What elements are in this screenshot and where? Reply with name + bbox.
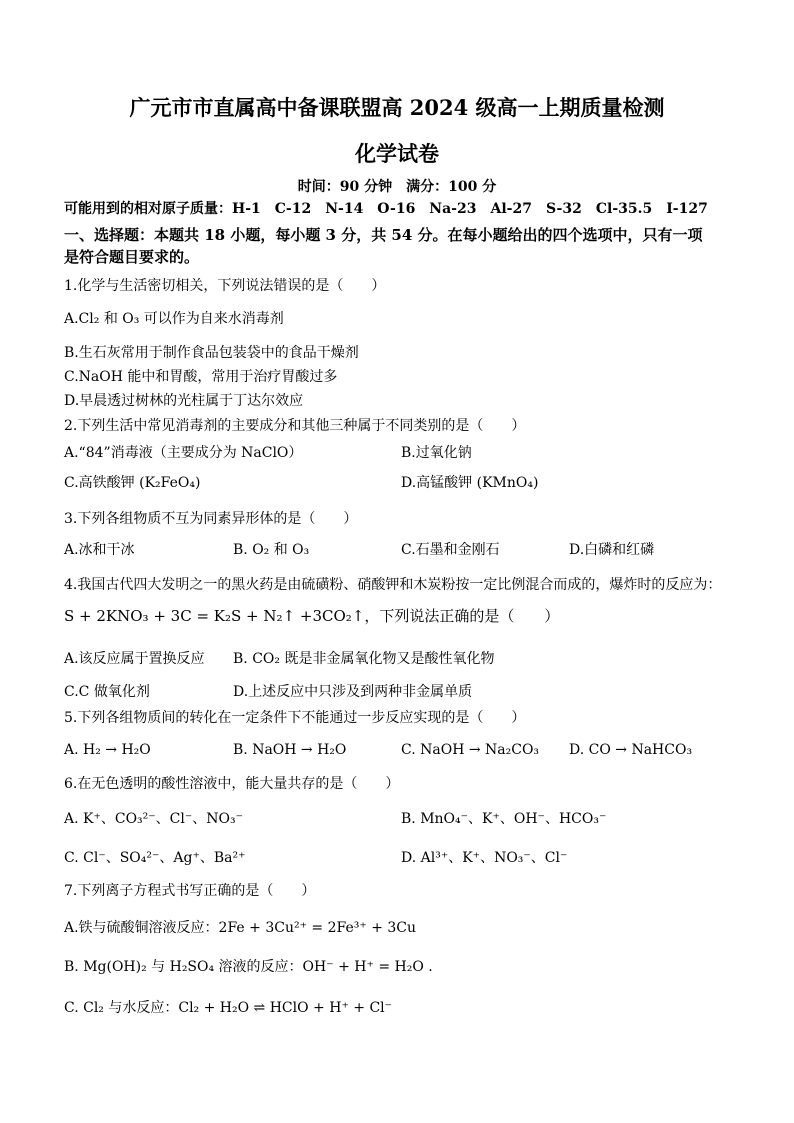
question-1-option-d: D.早晨透过树林的光柱属于丁达尔效应: [64, 393, 304, 409]
question-4-option-b: B. CO₂ 既是非金属氧化物又是酸性氧化物: [233, 651, 495, 667]
question-7-option-b: B. Mg(OH)₂ 与 H₂SO₄ 溶液的反应：OH⁻ + H⁺ = H₂O .: [64, 959, 433, 975]
exam-title: 广元市市直属高中备课联盟高 2024 级高一上期质量检测: [129, 95, 665, 120]
question-6-option-d: D. Al³⁺、K⁺、NO₃⁻、Cl⁻: [401, 850, 568, 866]
question-6-option-c: C. Cl⁻、SO₄²⁻、Ag⁺、Ba²⁺: [64, 850, 246, 866]
question-3-option-c: C.石墨和金刚石: [401, 542, 500, 558]
question-6-option-a: A. K⁺、CO₃²⁻、Cl⁻、NO₃⁻: [64, 811, 243, 827]
question-4-option-d: D.上述反应中只涉及到两种非金属单质: [233, 684, 473, 700]
question-4-equation: S + 2KNO₃ + 3C = K₂S + N₂↑ +3CO₂↑，下列说法正确的是（ ）: [64, 607, 560, 625]
question-5-option-a: A. H₂ → H₂O: [64, 742, 151, 758]
question-4-stem: 4.我国古代四大发明之一的黑火药是由硫磺粉、硝酸钾和木炭粉按一定比例混合而成的，爆炸时的反应为：: [64, 577, 722, 593]
question-3-option-a: A.冰和干冰: [64, 542, 135, 558]
question-5-stem: 5.下列各组物质间的转化在一定条件下不能通过一步反应实现的是（ ）: [64, 710, 526, 726]
exam-subtitle: 化学试卷: [355, 141, 439, 166]
question-6-option-b: B. MnO₄⁻、K⁺、OH⁻、HCO₃⁻: [401, 811, 607, 827]
question-7-option-a: A.铁与硫酸铜溶液反应：2Fe + 3Cu²⁺ = 2Fe³⁺ + 3Cu: [64, 920, 417, 936]
question-3-stem: 3.下列各组物质不互为同素异形体的是（ ）: [64, 511, 358, 527]
question-2-option-c: C.高铁酸钾 (K₂FeO₄): [64, 475, 201, 491]
section-heading-cont: 是符合题目要求的。: [64, 248, 200, 266]
question-1-option-a: A.Cl₂ 和 O₃ 可以作为自来水消毒剂: [64, 311, 284, 327]
question-7-option-c: C. Cl₂ 与水反应：Cl₂ + H₂O ⇌ HClO + H⁺ + Cl⁻: [64, 1000, 393, 1016]
question-4-option-a: A.该反应属于置换反应: [64, 651, 205, 667]
question-2-option-a: A.“84”消毒液（主要成分为 NaClO）: [64, 445, 303, 461]
question-1-option-b: B.生石灰常用于制作食品包装袋中的食品干燥剂: [64, 345, 359, 361]
question-2-stem: 2.下列生活中常见消毒剂的主要成分和其他三种属于不同类别的是（ ）: [64, 418, 526, 434]
section-heading: 一、选择题：本题共 18 小题，每小题 3 分，共 54 分。在每小题给出的四个选项中，只有一项: [64, 226, 703, 244]
question-5-option-b: B. NaOH → H₂O: [233, 742, 347, 758]
question-1-option-c: C.NaOH 能中和胃酸，常用于治疗胃酸过多: [64, 369, 338, 385]
question-6-stem: 6.在无色透明的酸性溶液中，能大量共存的是（ ）: [64, 776, 400, 792]
exam-time-info: 时间：90 分钟 满分：100 分: [297, 179, 497, 195]
atomic-masses: 可能用到的相对原子质量：H-1 C-12 N-14 O-16 Na-23 Al-27 S-32 Cl-35.5 I-127: [64, 201, 708, 217]
question-3-option-b: B. O₂ 和 O₃: [233, 542, 310, 558]
question-2-option-b: B.过氧化钠: [401, 445, 472, 461]
question-3-option-d: D.白磷和红磷: [569, 542, 655, 558]
question-4-option-c: C.C 做氧化剂: [64, 684, 150, 700]
question-5-option-d: D. CO → NaHCO₃: [569, 742, 693, 758]
question-1-stem: 1.化学与生活密切相关，下列说法错误的是（ ）: [64, 278, 386, 294]
question-2-option-d: D.高锰酸钾 (KMnO₄): [401, 475, 539, 491]
question-5-option-c: C. NaOH → Na₂CO₃: [401, 742, 540, 758]
question-7-stem: 7.下列离子方程式书写正确的是（ ）: [64, 883, 316, 899]
